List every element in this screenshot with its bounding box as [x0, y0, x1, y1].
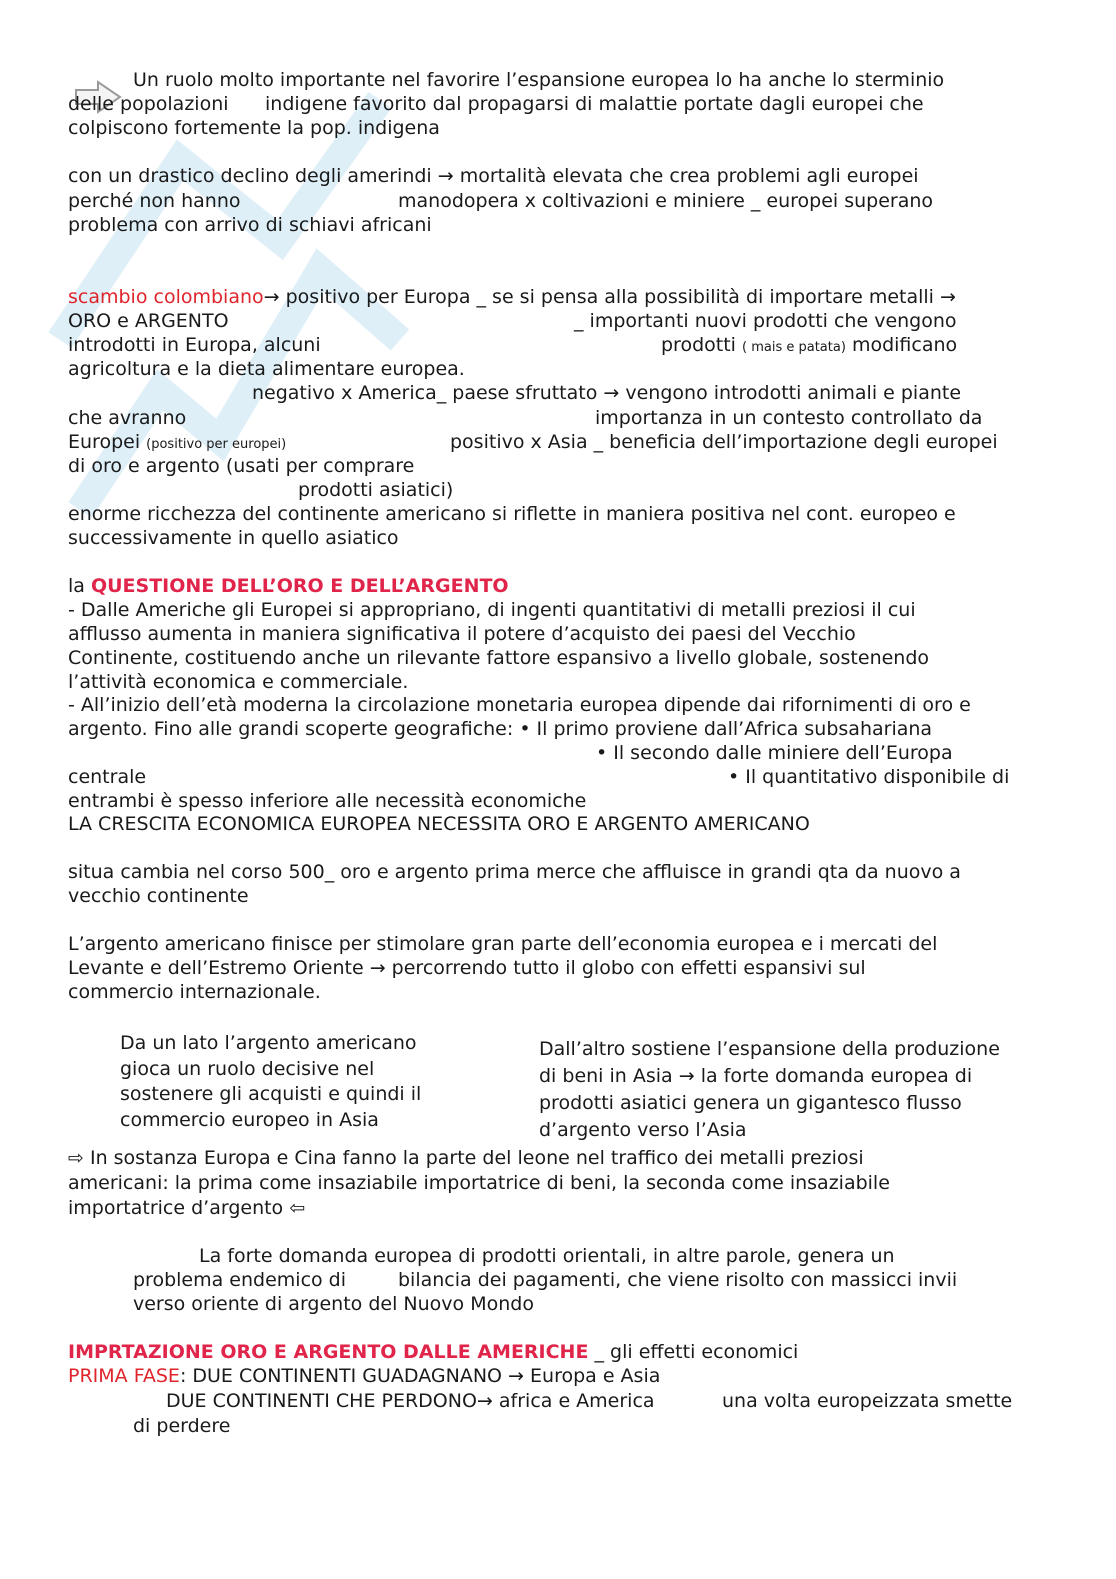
domanda-line-1: La forte domanda europea di prodotti orientali, in altre parole, genera un — [199, 1245, 895, 1267]
domanda-line-2b: bilancia dei pagamenti, che viene risolto con massicci invii — [398, 1269, 958, 1291]
left-textbox — [120, 1031, 480, 1131]
scambio-line-2a: ORO e ARGENTO — [68, 310, 229, 332]
scambio-line-4: agricoltura e la dieta alimentare europea. — [68, 358, 465, 380]
scambio-line-9: prodotti asiatici) — [298, 479, 454, 501]
scambio-line-6a: che avranno — [68, 407, 187, 429]
situa-line-2: vecchio continente — [68, 885, 249, 907]
right-box-line-2: di beni in Asia → la forte domanda europea di — [539, 1065, 973, 1087]
questione-p2-line-4a: centrale — [68, 766, 147, 788]
arrow-icon: → — [263, 286, 280, 308]
scambio-line-11: successivamente in quello asiatico — [68, 527, 399, 549]
right-box-line-3: prodotti asiatici genera un gigantesco flusso — [539, 1092, 962, 1114]
right-box-line-1: Dall’altro sostiene l’espansione della produzione — [539, 1038, 1000, 1060]
argento-line-3: commercio internazionale. — [68, 981, 321, 1003]
sostanza-line-3: importatrice d’argento ⇦ — [68, 1197, 306, 1219]
scambio-line-7c: positivo x Asia _ beneficia dell’importazione degli europei — [450, 431, 998, 453]
importazione-heading: IMPRTAZIONE ORO E ARGENTO DALLE AMERICHE _ gli effetti economici — [68, 1341, 799, 1363]
intro-line-2b: indigene favorito dal propagarsi di malattie portate dagli europei che — [265, 93, 924, 115]
hollow-arrow-left-icon: ⇦ — [289, 1197, 306, 1219]
scambio-line-6b: importanza in un contesto controllato da — [595, 407, 983, 429]
questione-heading: la QUESTIONE DELL’ORO E DELL’ARGENTO — [68, 575, 509, 597]
hollow-arrow-right-icon: ⇨ — [68, 1147, 84, 1169]
arrow-icon: → — [476, 1390, 493, 1412]
questione-p1-line-3: Continente, costituendo anche un rilevante fattore espansivo a livello globale, sostenendo — [68, 647, 930, 669]
scambio-line-10: enorme ricchezza del continente americano si riflette in maniera positiva nel cont. europeo e — [68, 503, 956, 525]
scambio-line-3b: prodotti ( mais e patata) modificano — [661, 334, 958, 356]
intro-line-1: Un ruolo molto importante nel favorire l’espansione europea lo ha anche lo sterminio — [133, 69, 945, 91]
sostanza-line-1: ⇨ In sostanza Europa e Cina fanno la parte del leone nel traffico dei metalli preziosi — [68, 1147, 864, 1169]
domanda-line-3: verso oriente di argento del Nuovo Mondo — [133, 1293, 534, 1315]
arrow-icon: → — [940, 286, 956, 308]
questione-p2-line-3: • Il secondo dalle miniere dell’Europa — [596, 742, 953, 764]
questione-p1-line-2: afflusso aumenta in maniera significativa il potere d’acquisto dei paesi del Vecchio — [68, 623, 856, 645]
decline-line-2a: perché non hanno — [68, 190, 241, 212]
arrow-icon: → — [437, 165, 454, 187]
right-box-line-4: d’argento verso l’Asia — [539, 1119, 747, 1141]
scambio-line-7a: Europei (positivo per europei) — [68, 431, 287, 453]
fase-line-2c: una volta europeizzata smette — [722, 1390, 1013, 1412]
argento-line-2: Levante e dell’Estremo Oriente → percorrendo tutto il globo con effetti espansivi sul — [68, 957, 866, 979]
fase-line-3: di perdere — [133, 1415, 231, 1437]
domanda-line-2a: problema endemico di — [133, 1269, 347, 1291]
fase-label: PRIMA FASE — [68, 1365, 180, 1387]
scambio-line-8: di oro e argento (usati per comprare — [68, 455, 415, 477]
fase-line-2: DUE CONTINENTI CHE PERDONO→ africa e America — [166, 1390, 655, 1412]
arrow-icon: → — [603, 382, 620, 404]
questione-p2-line-4b: • Il quantitativo disponibile di — [728, 766, 1010, 788]
arrow-icon: → — [369, 957, 386, 979]
questione-p1-line-4: l’attività economica e commerciale. — [68, 671, 409, 693]
left-box-line-4: commercio europeo in Asia — [120, 1108, 379, 1131]
situa-line-1: situa cambia nel corso 500_ oro e argento prima merce che affluisce in grandi qta da nuovo a — [68, 861, 961, 883]
scambio-line-5: negativo x America_ paese sfruttato → vengono introdotti animali e piante — [252, 382, 962, 404]
intro-line-2a: delle popolazioni — [68, 93, 229, 115]
intro-line-3: colpiscono fortemente la pop. indigena — [68, 117, 440, 139]
questione-p1-line-1: - Dalle Americhe gli Europei si appropriano, di ingenti quantitativi di metalli preziosi il cui — [68, 599, 916, 621]
importazione-title: IMPRTAZIONE ORO E ARGENTO DALLE AMERICHE — [68, 1341, 589, 1363]
questione-p2-line-1: - All’inizio dell’età moderna la circolazione monetaria europea dipende dai rifornimenti di oro e — [68, 694, 971, 716]
decline-line-1: con un drastico declino degli amerindi → mortalità elevata che crea problemi agli europei — [68, 165, 919, 187]
questione-p2-line-5: entrambi è spesso inferiore alle necessità economiche — [68, 790, 587, 812]
questione-p2-line-2: argento. Fino alle grandi scoperte geografiche: • Il primo proviene dall’Africa subsahariana — [68, 718, 933, 740]
decline-line-2b: manodopera x coltivazioni e miniere _ europei superano — [398, 190, 934, 212]
arrow-icon: → — [508, 1365, 524, 1387]
scambio-label: scambio colombiano — [68, 286, 264, 308]
left-box-line-3: sostenere gli acquisti e quindi il — [120, 1083, 422, 1105]
right-textbox — [539, 1036, 1059, 1141]
decline-line-3: problema con arrivo di schiavi africani — [68, 214, 432, 236]
left-box-line-2: gioca un ruolo decisive nel — [120, 1057, 375, 1080]
left-box-line-1: Da un lato l’argento americano — [120, 1032, 417, 1054]
arrow-icon: → — [678, 1065, 695, 1087]
scambio-line-1: scambio colombiano→ positivo per Europa _ se si pensa alla possibilità di importare metalli → — [68, 286, 956, 308]
scambio-line-3a: introdotti in Europa, alcuni — [68, 334, 321, 356]
sostanza-line-2: americani: la prima come insaziabile importatrice di beni, la seconda come insaziabile — [68, 1172, 890, 1194]
argento-line-1: L’argento americano finisce per stimolare gran parte dell’economia europea e i mercati del — [68, 933, 938, 955]
fase-line-1: PRIMA FASE: DUE CONTINENTI GUADAGNANO → Europa e Asia — [68, 1365, 661, 1387]
scambio-line-2b: _ importanti nuovi prodotti che vengono — [574, 310, 957, 332]
questione-title: QUESTIONE DELL’ORO E DELL’ARGENTO — [90, 575, 509, 597]
questione-p2-line-6: LA CRESCITA ECONOMICA EUROPEA NECESSITA ORO E ARGENTO AMERICANO — [68, 813, 810, 835]
